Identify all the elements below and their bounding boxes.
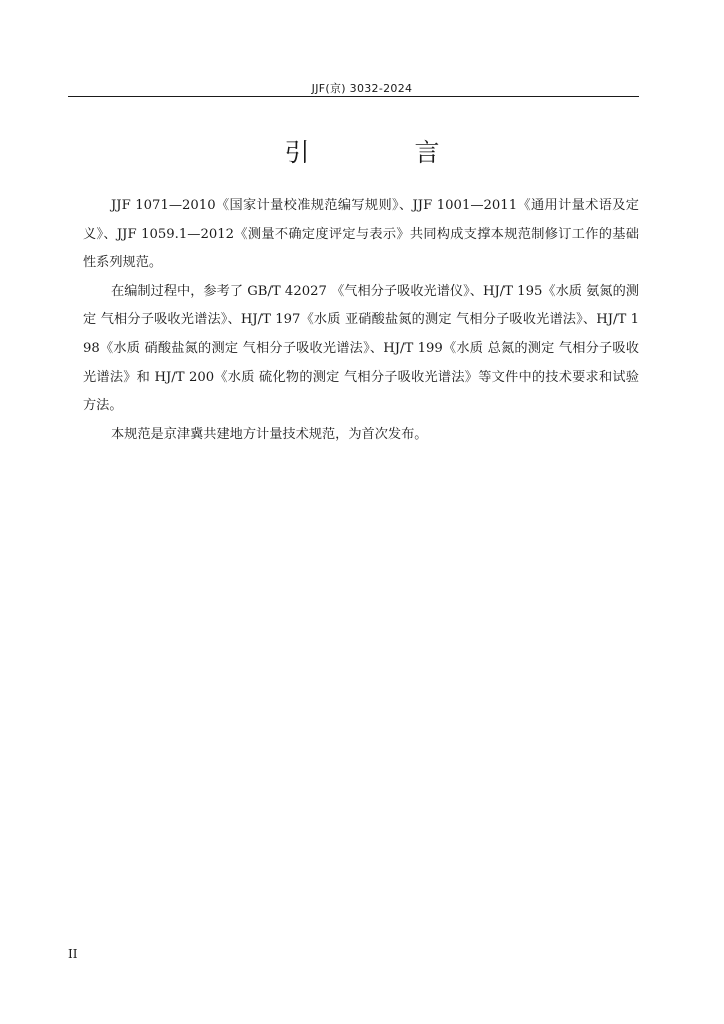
paragraph-1: JJF 1071—2010《国家计量校准规范编写规则》、JJF 1001—2011《通用计量术语及定义》、JJF 1059.1—2012《测量不确定度评定与表示》共同构成支撑本规范制修订工作的基础性系列规范。 xyxy=(83,198,639,271)
page-title: 引 言 xyxy=(284,138,480,167)
paragraph-3: 本规范是京津冀共建地方计量技术规范，为首次发布。 xyxy=(111,426,428,442)
paragraph-2: 在编制过程中，参考了 GB/T 42027 《气相分子吸收光谱仪》、HJ/T 195《水质 氨氮的测定 气相分子吸收光谱法》、HJ/T 197《水质 亚硝酸盐氮的测定 气相分子吸收光谱法》、HJ/T 198《水质 硝酸盐氮的测定 气相分子吸收光谱法》、HJ/T 199《水质 总氮的测定 气相分子吸收光谱法》和 HJ/T 200《水质 硫化物的测定 气相分子吸收光谱法》等文件中的技术要求和试验方法。 xyxy=(83,283,639,414)
body-text xyxy=(83,192,639,449)
page-number: II xyxy=(68,947,78,961)
header-divider xyxy=(68,96,639,97)
document-code-header: JJF(京) 3032-2024 xyxy=(311,82,413,95)
